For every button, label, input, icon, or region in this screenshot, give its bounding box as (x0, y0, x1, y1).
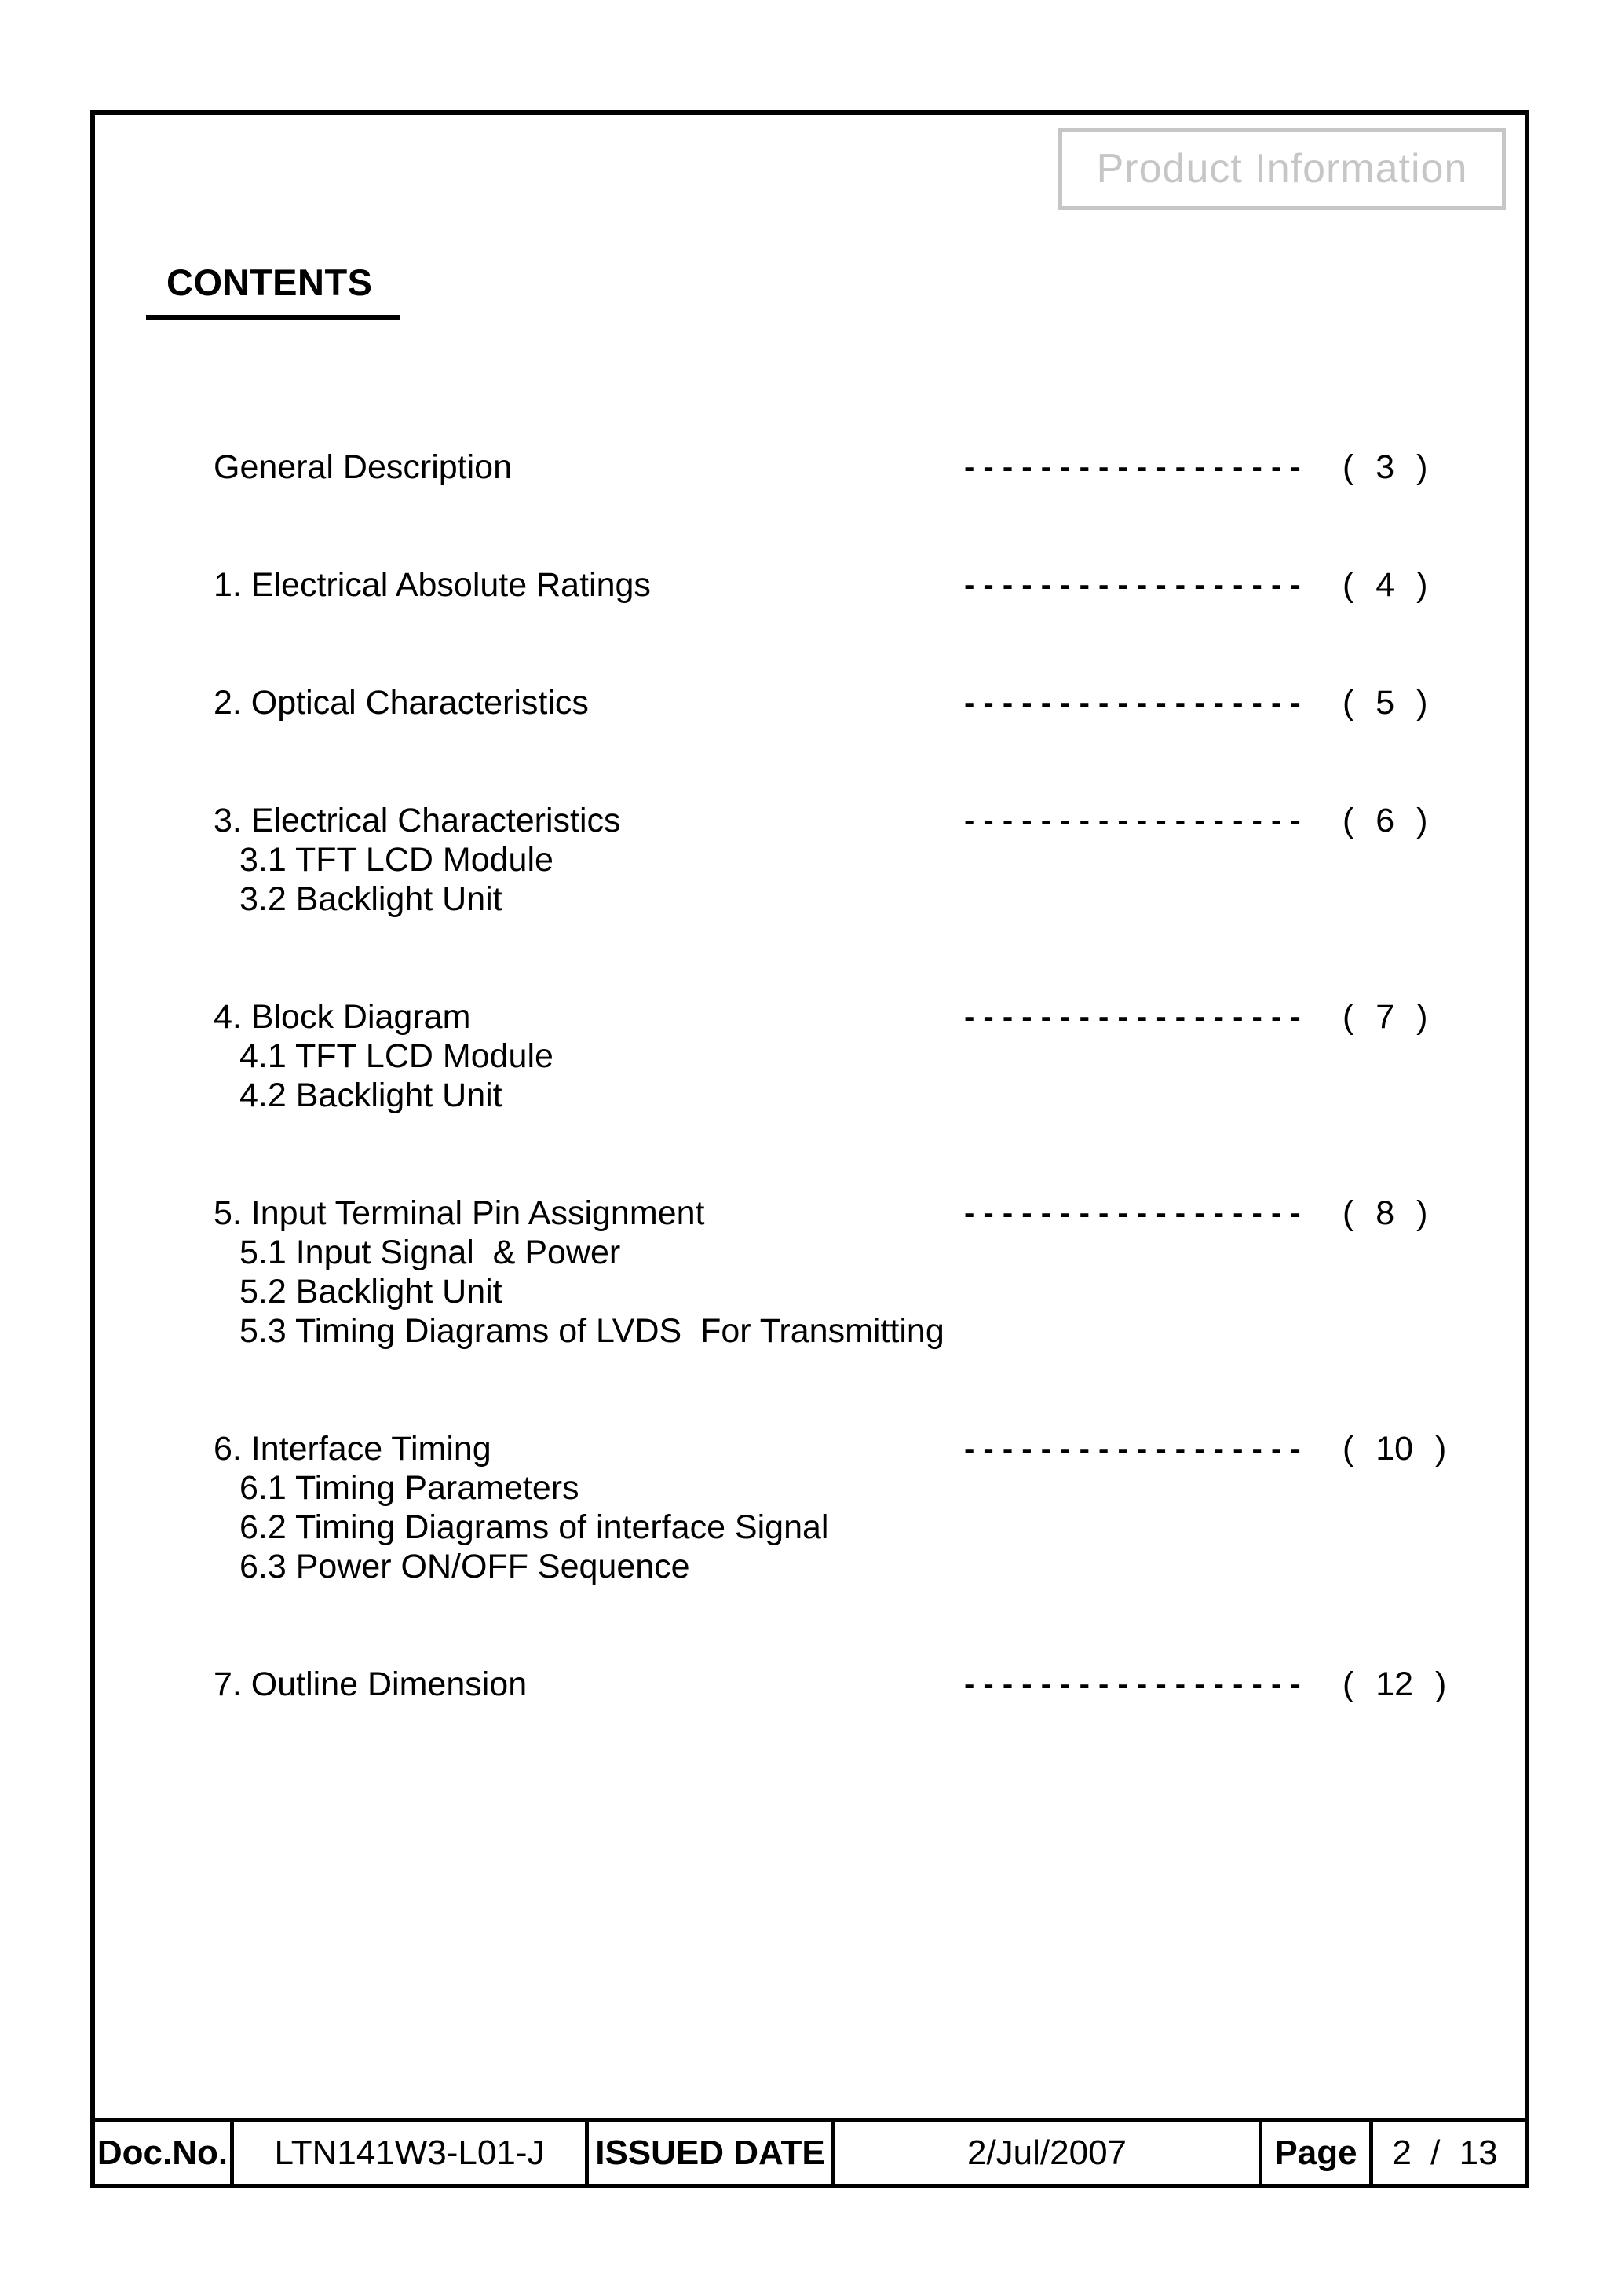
toc-subentry-label: 6.2 Timing Diagrams of interface Signal (239, 1508, 829, 1546)
toc-entry (214, 1665, 1532, 1704)
toc-entry-label: 2. Optical Characteristics (214, 684, 589, 722)
toc-entry-label: 7. Outline Dimension (214, 1665, 528, 1703)
toc-subentry-label: 6.3 Power ON/OFF Sequence (239, 1548, 690, 1585)
toc-subentry-label: 6.1 Timing Parameters (239, 1469, 579, 1507)
toc-subentry-label: 4.2 Backlight Unit (239, 1077, 502, 1114)
doc-no-value: LTN141W3-L01-J (230, 2122, 585, 2184)
toc-page-number: ( 3 ) (1343, 448, 1428, 486)
toc-entry-label: General Description (214, 448, 513, 486)
toc-page-number: ( 7 ) (1343, 998, 1428, 1036)
issued-date-value: 2/Jul/2007 (831, 2122, 1259, 2184)
toc-dash-leader: - - - - - - - - - - - - - - - - - - (964, 1000, 1301, 1034)
doc-no-label: Doc.No. (97, 2133, 228, 2172)
toc-entry (214, 565, 1532, 605)
toc-page-number: ( 6 ) (1343, 802, 1428, 839)
footer-table (90, 2118, 1529, 2188)
toc-dash-leader: - - - - - - - - - - - - - - - - - - (964, 1196, 1301, 1230)
toc-dash-leader: - - - - - - - - - - - - - - - - - - (964, 568, 1301, 602)
toc-page-number: ( 10 ) (1343, 1430, 1447, 1468)
toc-page-number: ( 4 ) (1343, 566, 1428, 604)
toc-dash-leader: - - - - - - - - - - - - - - - - - - (964, 1431, 1301, 1466)
toc-entry (214, 683, 1532, 722)
page-number-value: 2 / 13 (1369, 2122, 1517, 2184)
toc-entry (214, 997, 1532, 1115)
toc-entry-label: 3. Electrical Characteristics (214, 802, 621, 839)
toc-dash-leader: - - - - - - - - - - - - - - - - - - (964, 686, 1301, 720)
page-label: Page (1259, 2122, 1369, 2184)
issued-date-label: ISSUED DATE (585, 2122, 831, 2184)
toc-dash-leader: - - - - - - - - - - - - - - - - - - (964, 450, 1301, 484)
toc-dash-leader: - - - - - - - - - - - - - - - - - - (964, 803, 1301, 838)
toc-subentry-label: 4.1 TFT LCD Module (239, 1037, 553, 1075)
toc-entry (214, 1429, 1532, 1586)
page-title: CONTENTS (146, 261, 400, 320)
toc-subentry-label: 5.1 Input Signal & Power (239, 1234, 621, 1271)
toc-subentry-label: 5.2 Backlight Unit (239, 1273, 502, 1311)
toc-entry (214, 1194, 1532, 1351)
toc-subentry-label: 3.2 Backlight Unit (239, 880, 502, 918)
toc-entry-label: 6. Interface Timing (214, 1430, 491, 1468)
toc-dash-leader: - - - - - - - - - - - - - - - - - - (964, 1667, 1301, 1702)
toc-entry-label: 5. Input Terminal Pin Assignment (214, 1194, 705, 1232)
toc-page-number: ( 8 ) (1343, 1194, 1428, 1232)
toc-subentry-label: 5.3 Timing Diagrams of LVDS For Transmitting (239, 1312, 944, 1350)
product-information-label: Product Information (1096, 146, 1468, 192)
toc-entry (214, 448, 1532, 487)
toc-subentry-label: 3.1 TFT LCD Module (239, 841, 553, 879)
toc-entry-label: 1. Electrical Absolute Ratings (214, 566, 651, 604)
toc-entry (214, 801, 1532, 919)
toc-page-number: ( 5 ) (1343, 684, 1428, 722)
toc-page-number: ( 12 ) (1343, 1665, 1447, 1703)
toc-entry-label: 4. Block Diagram (214, 998, 471, 1036)
